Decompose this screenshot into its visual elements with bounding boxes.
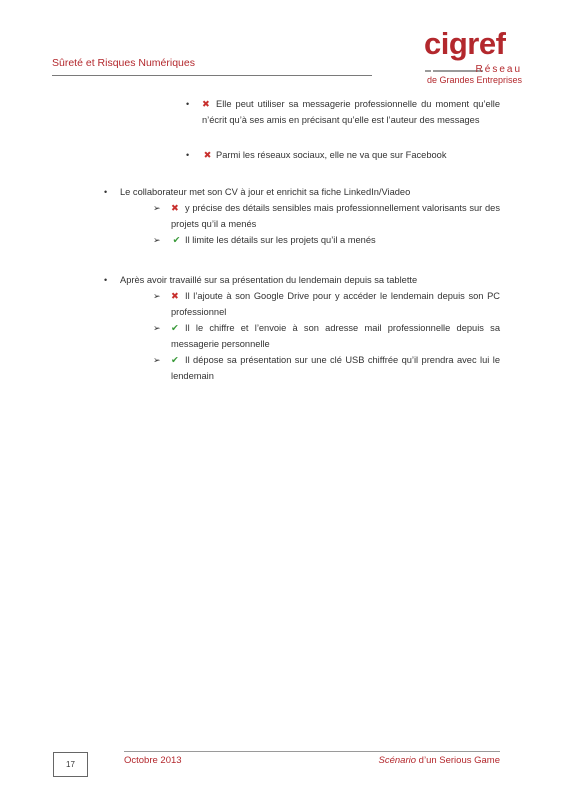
cross-mark-icon: ✖ [171, 203, 179, 213]
arrow-bullet-icon: ➢ [153, 355, 161, 365]
footer-date: Octobre 2013 [124, 755, 182, 766]
list-item-text: Il limite les détails sur les projets qu’il a menés [185, 235, 376, 245]
list-item [171, 353, 500, 384]
logo-subtitle: de Grandes Entreprises [426, 75, 522, 85]
list-item-text: y précise des détails sensibles mais professionnellement valorisants sur des projets qu’il a menés [171, 203, 500, 229]
cross-mark-icon: ✖ [203, 150, 212, 160]
footer-title-italic: Scénario [378, 755, 417, 766]
page-number: 17 [53, 752, 88, 777]
list-item-text: Il le chiffre et l’envoie à son adresse mail professionnelle depuis sa messagerie personnelle [171, 323, 500, 349]
header-title: Sûreté et Risques Numériques [52, 57, 195, 69]
header-rule [52, 75, 372, 76]
footer-document-title [379, 755, 500, 766]
section-title: Après avoir travaillé sur sa présentation du lendemain depuis sa tablette [120, 275, 418, 285]
bullet-dot: • [104, 275, 108, 285]
list-item [171, 201, 500, 232]
arrow-bullet-icon: ➢ [153, 203, 161, 213]
cigref-logo [424, 27, 524, 89]
bullet-dot: • [186, 150, 190, 160]
list-item-text: Il l’ajoute à son Google Drive pour y accéder le lendemain depuis son PC professionnel [171, 291, 500, 317]
list-item-text: Elle peut utiliser sa messagerie professionnelle du moment qu’elle n’écrit qu’à ses amis en précisant qu’elle est l’auteur des messages [202, 99, 500, 125]
arrow-bullet-icon: ➢ [153, 235, 161, 245]
section-title: Le collaborateur met son CV à jour et enrichit sa fiche LinkedIn/Viadeo [120, 187, 411, 197]
footer-rule [124, 751, 500, 752]
list-item [171, 289, 500, 320]
list-item [202, 97, 500, 128]
list-item [171, 233, 500, 249]
list-item-text: Il dépose sa présentation sur une clé USB chiffrée qu’il prendra avec lui le lendemain [171, 355, 500, 381]
bullet-dot: • [104, 187, 108, 197]
check-mark-icon: ✔ [171, 355, 179, 365]
logo-bar [425, 70, 431, 72]
list-item [202, 148, 500, 164]
list-item-text: Parmi les réseaux sociaux, elle ne va que sur Facebook [216, 150, 447, 160]
arrow-bullet-icon: ➢ [153, 291, 161, 301]
footer-title-rest: d’un Serious Game [416, 755, 500, 766]
logo-word: cigref [424, 26, 506, 61]
check-mark-icon: ✔ [171, 323, 179, 333]
arrow-bullet-icon: ➢ [153, 323, 161, 333]
cross-mark-icon: ✖ [202, 99, 210, 109]
cross-mark-icon: ✖ [171, 291, 179, 301]
bullet-dot: • [186, 99, 190, 109]
list-item [171, 321, 500, 352]
logo-reseau-text: Réseau [475, 64, 522, 75]
check-mark-icon: ✔ [172, 235, 181, 245]
